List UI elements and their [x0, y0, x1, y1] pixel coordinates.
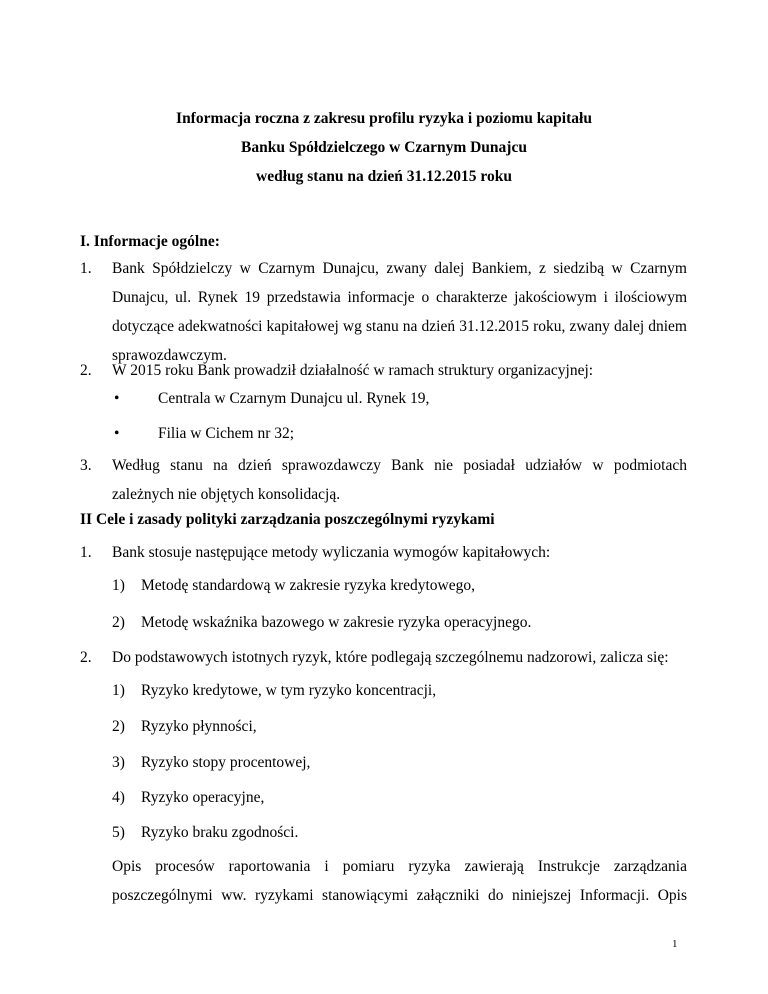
item-text: Bank Spółdzielczy w Czarnym Dunajcu, zwany dalej Bankiem, z siedzibą w Czarnym Dunajcu, ul. Rynek 19 przedstawia informacje o charakterze jakościowym i ilościowym dotyczące adekwatności kapitałowej wg stanu na dzień 31.12.2015 roku, zwany dalej dniem sprawozdawczym. [112, 260, 687, 364]
method-text: Metodę wskaźnika bazowego w zakresie ryzyka operacyjnego. [141, 614, 532, 631]
risk-text: Ryzyko kredytowe, w tym ryzyko koncentracji, [141, 682, 437, 699]
risk-text: Ryzyko operacyjne, [141, 789, 265, 806]
section-1-heading: I. Informacje ogólne: [80, 233, 220, 250]
title-line-2: Banku Spółdzielczego w Czarnym Dunajcu [241, 139, 527, 156]
method-item [112, 577, 475, 595]
section-2-heading: II Cele i zasady polityki zarządzania poszczególnymi ryzykami [80, 511, 495, 528]
title-line-3: według stanu na dzień 31.12.2015 roku [256, 168, 512, 185]
item-text: W 2015 roku Bank prowadził działalność w ramach struktury organizacyjnej: [112, 362, 594, 379]
risk-text: Ryzyko braku zgodności. [141, 824, 299, 841]
page-number: 1 [672, 938, 678, 950]
title-line-1: Informacja roczna z zakresu profilu ryzyka i poziomu kapitału [176, 110, 592, 127]
method-item [112, 614, 531, 632]
method-number: 2) [112, 614, 125, 631]
section-1-item-1 [80, 254, 687, 370]
risk-text: Ryzyko płynności, [141, 718, 257, 735]
section-1-item-3 [80, 451, 687, 509]
risk-item [112, 824, 298, 842]
bullet-icon: • [114, 390, 120, 407]
section-1-item-2 [80, 356, 687, 385]
closing-text: Opis procesów raportowania i pomiaru ryzyka zawierają Instrukcje zarządzania poszczególnymi ww. ryzykami stanowiącymi załączniki do niniejszej Informacji. Opis [112, 858, 687, 904]
item-text: Bank stosuje następujące metody wyliczania wymogów kapitałowych: [112, 544, 551, 561]
risk-number: 1) [112, 682, 125, 699]
risk-text: Ryzyko stopy procentowej, [141, 754, 311, 771]
bullet-text: Centrala w Czarnym Dunajcu ul. Rynek 19, [158, 390, 430, 407]
method-number: 1) [112, 577, 125, 594]
risk-number: 4) [112, 789, 125, 806]
risk-item [112, 789, 264, 807]
risk-number: 5) [112, 824, 125, 841]
bullet-text: Filia w Cichem nr 32; [158, 425, 295, 442]
risk-item [112, 754, 310, 772]
item-text: Według stanu na dzień sprawozdawczy Bank nie posiadał udziałów w podmiotach zależnych nie objętych konsolidacją. [112, 457, 687, 503]
risk-number: 3) [112, 754, 125, 771]
item-number: 2. [80, 649, 92, 666]
risk-item [112, 718, 257, 736]
section-2-item-2 [80, 643, 687, 672]
section-2-item-1 [80, 538, 687, 567]
bullet-icon: • [114, 425, 120, 442]
item-number: 2. [80, 362, 92, 379]
method-text: Metodę standardową w zakresie ryzyka kredytowego, [141, 577, 475, 594]
closing-paragraph [112, 852, 687, 910]
item-text: Do podstawowych istotnych ryzyk, które podlegają szczególnemu nadzorowi, zalicza się: [112, 649, 669, 666]
item-number: 3. [80, 457, 92, 474]
risk-number: 2) [112, 718, 125, 735]
item-number: 1. [80, 544, 92, 561]
risk-item [112, 682, 436, 700]
item-number: 1. [80, 260, 92, 277]
